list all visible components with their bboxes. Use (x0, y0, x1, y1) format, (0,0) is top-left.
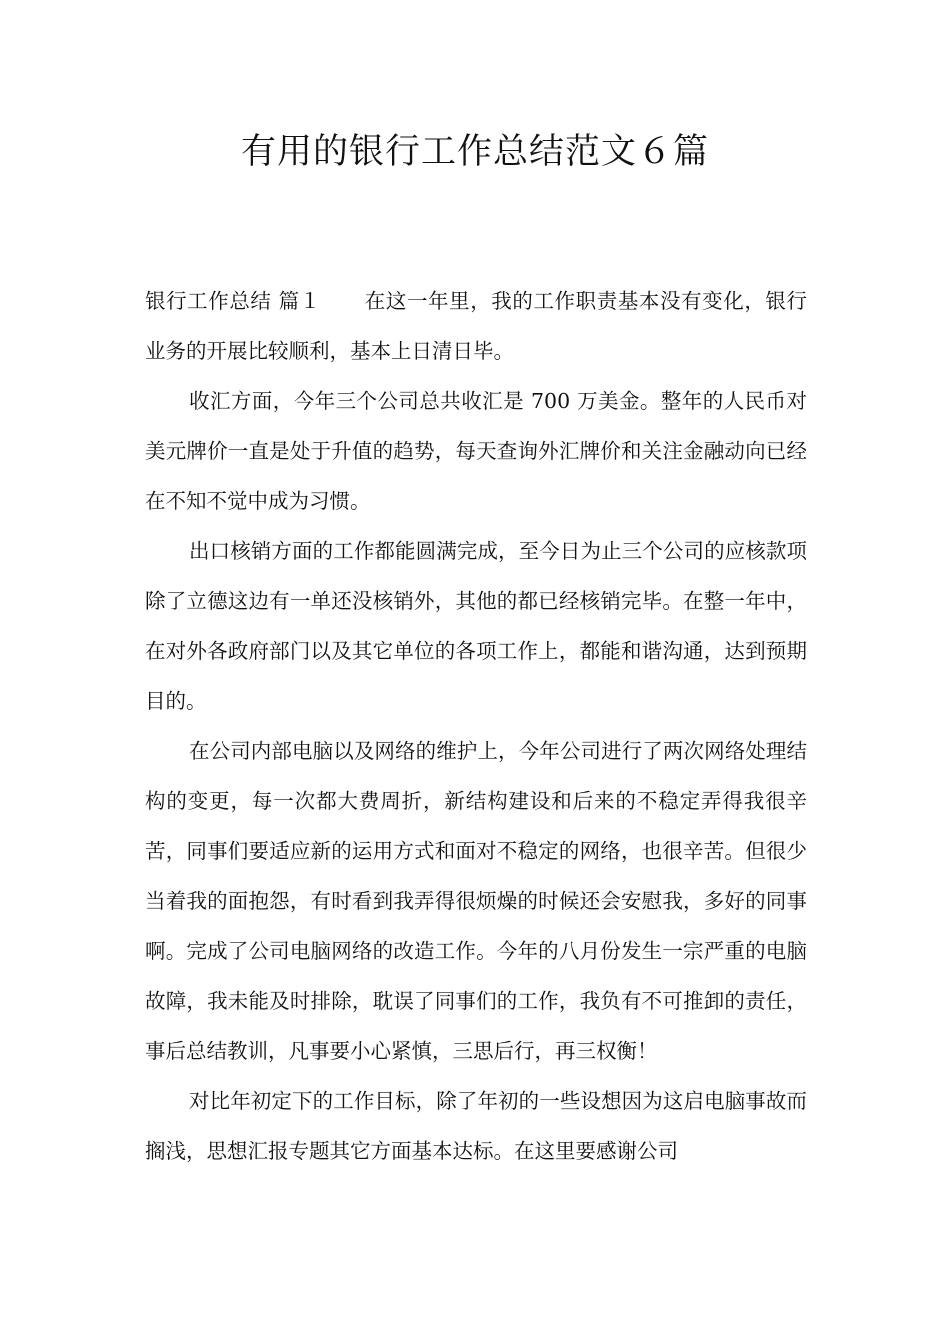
document-title: 有用的银行工作总结范文６篇 (240, 132, 709, 172)
document-body (145, 276, 807, 1176)
paragraph-5: 对比年初定下的工作目标，除了年初的一些设想因为这启电脑事故而搁浅，思想汇报专题其它方面基本达标。在这里要感谢公司 (145, 1089, 807, 1163)
paragraph-1-text: 在这一年里，我的工作职责基本没有变化，银行业务的开展比较顺利，基本上日清日毕。 (145, 289, 807, 363)
paragraph-3: 出口核销方面的工作都能圆满完成，至今日为止三个公司的应核款项除了立德这边有一单还没核销外，其他的都已经核销完毕。在整一年中，在对外各政府部门以及其它单位的各项工作上，都能和谐沟通，达到预期目的。 (145, 539, 807, 713)
paragraph-2: 收汇方面，今年三个公司总共收汇是 700 万美金。整年的人民币对美元牌价一直是处于升值的趋势，每天查询外汇牌价和关注金融动向已经在不知不觉中成为习惯。 (145, 389, 807, 513)
paragraph-1 (145, 276, 807, 376)
paragraph-4: 在公司内部电脑以及网络的维护上，今年公司进行了两次网络处理结构的变更，每一次都大费周折，新结构建设和后来的不稳定弄得我很辛苦，同事们要适应新的运用方式和面对不稳定的网络，也很辛苦。但很少当着我的面抱怨，有时看到我弄得很烦燥的时候还会安慰我，多好的同事啊。完成了公司电脑网络的改造工作。今年的八月份发生一宗严重的电脑故障，我未能及时排除，耽误了同事们的工作，我负有不可推卸的责任，事后总结教训，凡事要小心紧慎，三思后行，再三权衡！ (145, 739, 807, 1063)
section-label: 银行工作总结 篇１ (145, 289, 321, 313)
